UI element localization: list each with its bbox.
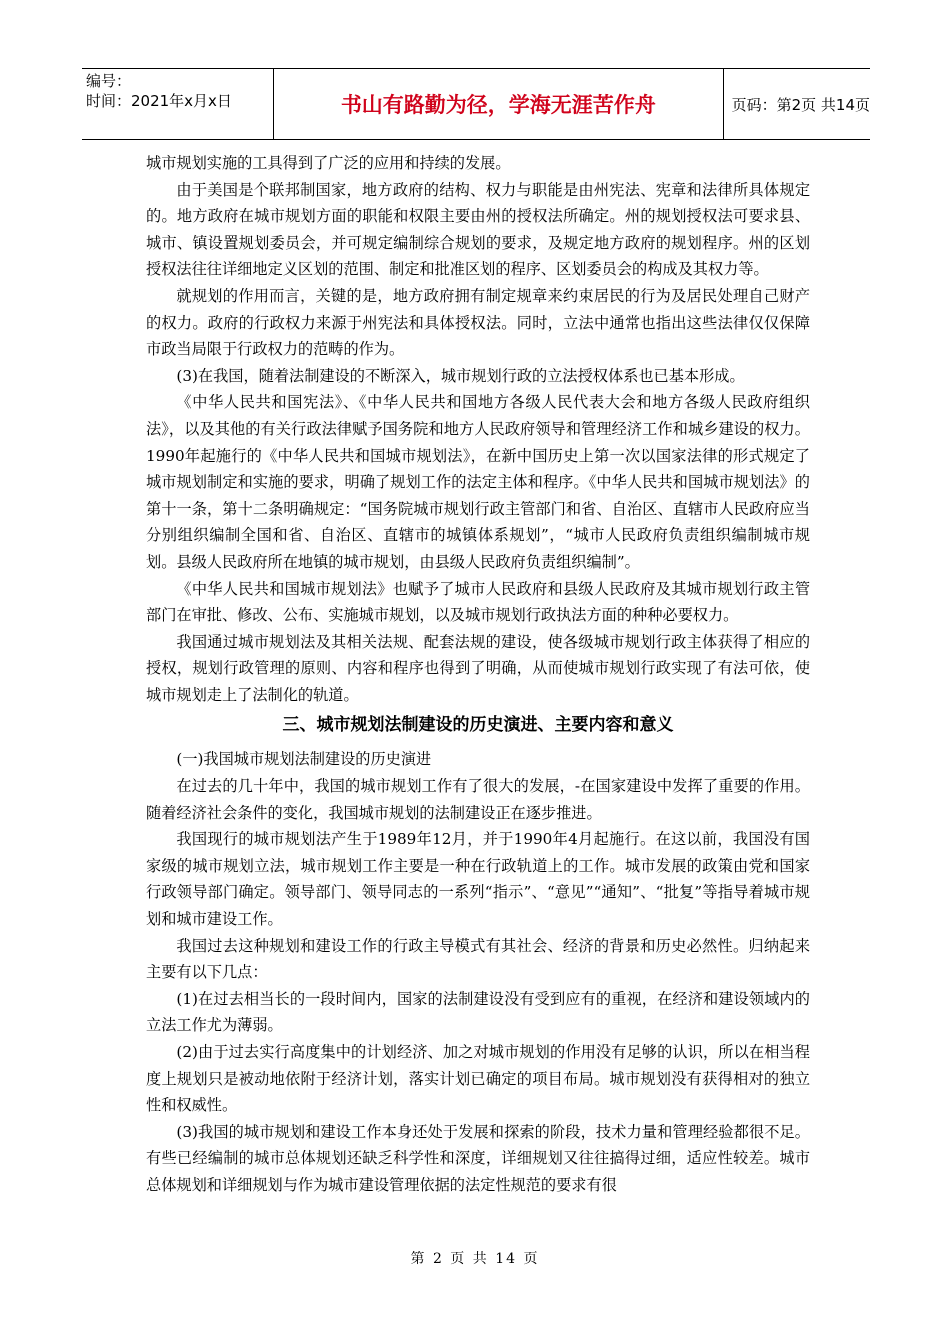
header-meta [82, 69, 274, 139]
paragraph: 《中华人民共和国宪法》、《中华人民共和国地方各级人民代表大会和地方各级人民政府组织法》，以及其他的有关行政法律赋予国务院和地方人民政府领导和管理经济工作和城乡建设的权力。1990年起施行的《中华人民共和国城市规划法》，在新中国历史上第一次以国家法律的形式规定了城市规划制定和实施的要求，明确了规划工作的法定主体和程序。《中华人民共和国城市规划法》的第十一条，第十二条明确规定：“国务院城市规划行政主管部门和省、自治区、直辖市人民政府应当分别组织编制全国和省、自治区、直辖市的城镇体系规划”，“城市人民政府负责组织编制城市规划。县级人民政府所在地镇的城市规划，由县级人民政府负责组织编制”。 [146, 393, 810, 571]
page-footer: 第 2 页 共 14 页 [410, 1251, 540, 1267]
time-label: 时间：2021年x月x日 [86, 92, 232, 110]
paragraph: 我国通过城市规划法及其相关法规、配套法规的建设，使各级城市规划行政主体获得了相应的授权，规划行政管理的原则、内容和程序也得到了明确，从而使城市规划行政实现了有法可依，使城市规划走上了法制化的轨道。 [146, 632, 810, 704]
code-label: 编号： [86, 72, 132, 90]
paragraph: (3)我国的城市规划和建设工作本身还处于发展和探索的阶段，技术力量和管理经验都很不足。有些已经编制的城市总体规划还缺乏科学性和深度，详细规划又往往搞得过细，适应性较差。城市总体规划和详细规划与作为城市建设管理依据的法定性规范的要求有很 [146, 1122, 810, 1194]
paragraph: 我国现行的城市规划法产生于1989年12月，并于1990年4月起施行。在这以前，我国没有国家级的城市规划立法，城市规划工作主要是一种在行政轨道上的工作。城市发展的政策由党和国家行政领导部门确定。领导部门、领导同志的一系列“指示”、“意见”“通知”、“批复”等指导着城市规划和城市建设工作。 [146, 830, 810, 929]
page-header [82, 68, 870, 140]
paragraph: 我国过去这种规划和建设工作的行政主导模式有其社会、经济的背景和历史必然性。归纳起来主要有以下几点： [146, 936, 810, 982]
header-page-label: 页码：第2页 共14页 [731, 95, 870, 114]
paragraph: (1)在过去相当长的一段时间内，国家的法制建设没有受到应有的重视，在经济和建设领域内的立法工作尤为薄弱。 [146, 989, 810, 1035]
paragraph: (3)在我国，随着法制建设的不断深入，城市规划行政的立法授权体系也已基本形成。 [176, 366, 745, 385]
header-motto: 书山有路勤为径，学海无涯苦作舟 [274, 69, 724, 139]
subsection-heading: (一)我国城市规划法制建设的历史演进 [176, 750, 432, 769]
paragraph: 城市规划实施的工具得到了广泛的应用和持续的发展。 [146, 154, 511, 172]
document-body [146, 150, 810, 1199]
paragraph: 由于美国是个联邦制国家，地方政府的结构、权力与职能是由州宪法、宪章和法律所具体规定的。地方政府在城市规划方面的职能和权限主要由州的授权法所确定。州的规划授权法可要求县、城市、镇设置规划委员会，并可规定编制综合规划的要求，及规定地方政府的规划程序。州的区划授权法往往详细地定义区划的范围、制定和批准区划的程序、区划委员会的构成及其权力等。 [146, 180, 810, 279]
paragraph: (2)由于过去实行高度集中的计划经济、加之对城市规划的作用没有足够的认识，所以在相当程度上规划只是被动地依附于经济计划，落实计划已确定的项目布局。城市规划没有获得相对的独立性和权威性。 [146, 1043, 810, 1115]
paragraph: 在过去的几十年中，我国的城市规划工作有了很大的发展，-在国家建设中发挥了重要的作用。随着经济社会条件的变化，我国城市规划的法制建设正在逐步推进。 [146, 777, 810, 822]
paragraph: 《中华人民共和国城市规划法》也赋予了城市人民政府和县级人民政府及其城市规划行政主管部门在审批、修改、公布、实施城市规划，以及城市规划行政执法方面的种种必要权力。 [146, 579, 810, 625]
section-heading: 三、城市规划法制建设的历史演进、主要内容和意义 [282, 715, 674, 736]
paragraph: 就规划的作用而言，关键的是，地方政府拥有制定规章来约束居民的行为及居民处理自己财产的权力。政府的行政权力来源于州宪法和具体授权法。同时，立法中通常也指出这些法律仅仅保障市政当局限于行政权力的范畴的作为。 [146, 286, 810, 359]
